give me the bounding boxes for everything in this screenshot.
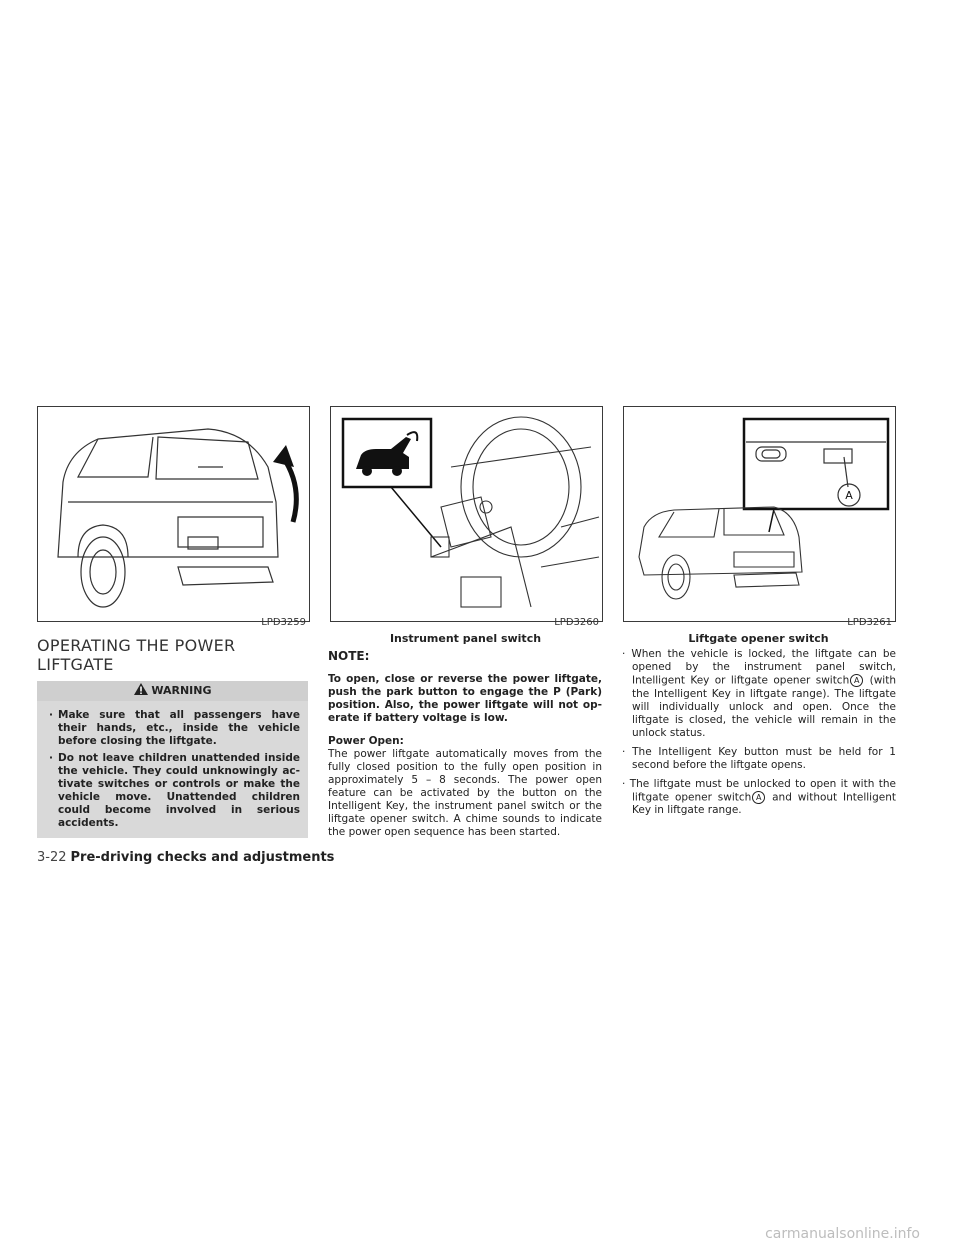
- figure-caption: Instrument panel switch: [389, 632, 542, 645]
- bullet-column: [622, 648, 896, 823]
- note-text: To open, close or reverse the power liftgate, push the park button to engage the P (Park) position. Also, the power liftgate will not op-erate if battery voltage is low.: [328, 673, 602, 724]
- figure-code: LPD3261: [847, 617, 892, 628]
- power-open-heading: Power Open:: [328, 735, 404, 747]
- page-footer: [37, 850, 334, 865]
- note-heading: NOTE:: [328, 649, 370, 663]
- suv-rear-illustration: [38, 407, 309, 621]
- power-open-text: The power liftgate automatically moves from the fully closed position to the fully open position in approximately 5 – 8 seconds. The power open feature can be activated by the button on the Intelligent Key, the instrument panel switch or the liftgate opener switch. A chime sounds to indicate the power open sequence has been started.: [328, 748, 602, 838]
- callout-a-icon: A: [752, 791, 765, 804]
- figure-code: LPD3259: [261, 617, 306, 628]
- warning-triangle-icon: [134, 683, 148, 695]
- list-item: · The Intelligent Key button must be held for 1 second before the liftgate opens.: [622, 745, 896, 771]
- watermark: carmanualsonline.info: [765, 1226, 920, 1242]
- warning-box: [37, 681, 308, 838]
- warning-title: WARNING: [151, 684, 212, 697]
- figure-liftgate-rear: [37, 406, 310, 622]
- figure-code: LPD3260: [554, 617, 599, 628]
- figure-caption: Liftgate opener switch: [688, 632, 829, 645]
- warning-list: [37, 709, 308, 830]
- section-title: OPERATING THE POWER LIFTGATE: [37, 636, 236, 674]
- callout-a-icon: A: [850, 674, 863, 687]
- bullet-list: [622, 648, 896, 817]
- list-item: · When the vehicle is locked, the liftgate can be opened by the instrument panel switch, Intelligent Key or liftgate opener switch A (with the Intelligent Key in liftgate range). The liftgate will individually unlock and open. Once the liftgate is closed, the vehicle will remain in the unlock status.: [622, 648, 896, 739]
- warning-item: · Do not leave children unattended inside the vehicle. They could unknowingly ac-tivate switches or controls or make the vehicle move. Unattended children could become involved in serious accidents.: [49, 752, 300, 829]
- liftgate-opener-illustration: [624, 407, 895, 621]
- instrument-panel-illustration: [331, 407, 602, 621]
- warning-item: · Make sure that all passengers have their hands, etc., inside the vehicle before closing the liftgate.: [49, 709, 300, 747]
- figure-liftgate-opener: [623, 406, 896, 622]
- callout-label: A: [845, 489, 853, 502]
- list-item: · The liftgate must be unlocked to open it with the liftgate opener switch A and without Intelligent Key in liftgate range.: [622, 777, 896, 816]
- warning-header: [37, 681, 308, 701]
- figure-instrument-panel: [330, 406, 603, 622]
- page-number: 3-22: [37, 850, 67, 865]
- note-column: [328, 650, 602, 839]
- chapter-title: Pre-driving checks and adjustments: [70, 850, 335, 865]
